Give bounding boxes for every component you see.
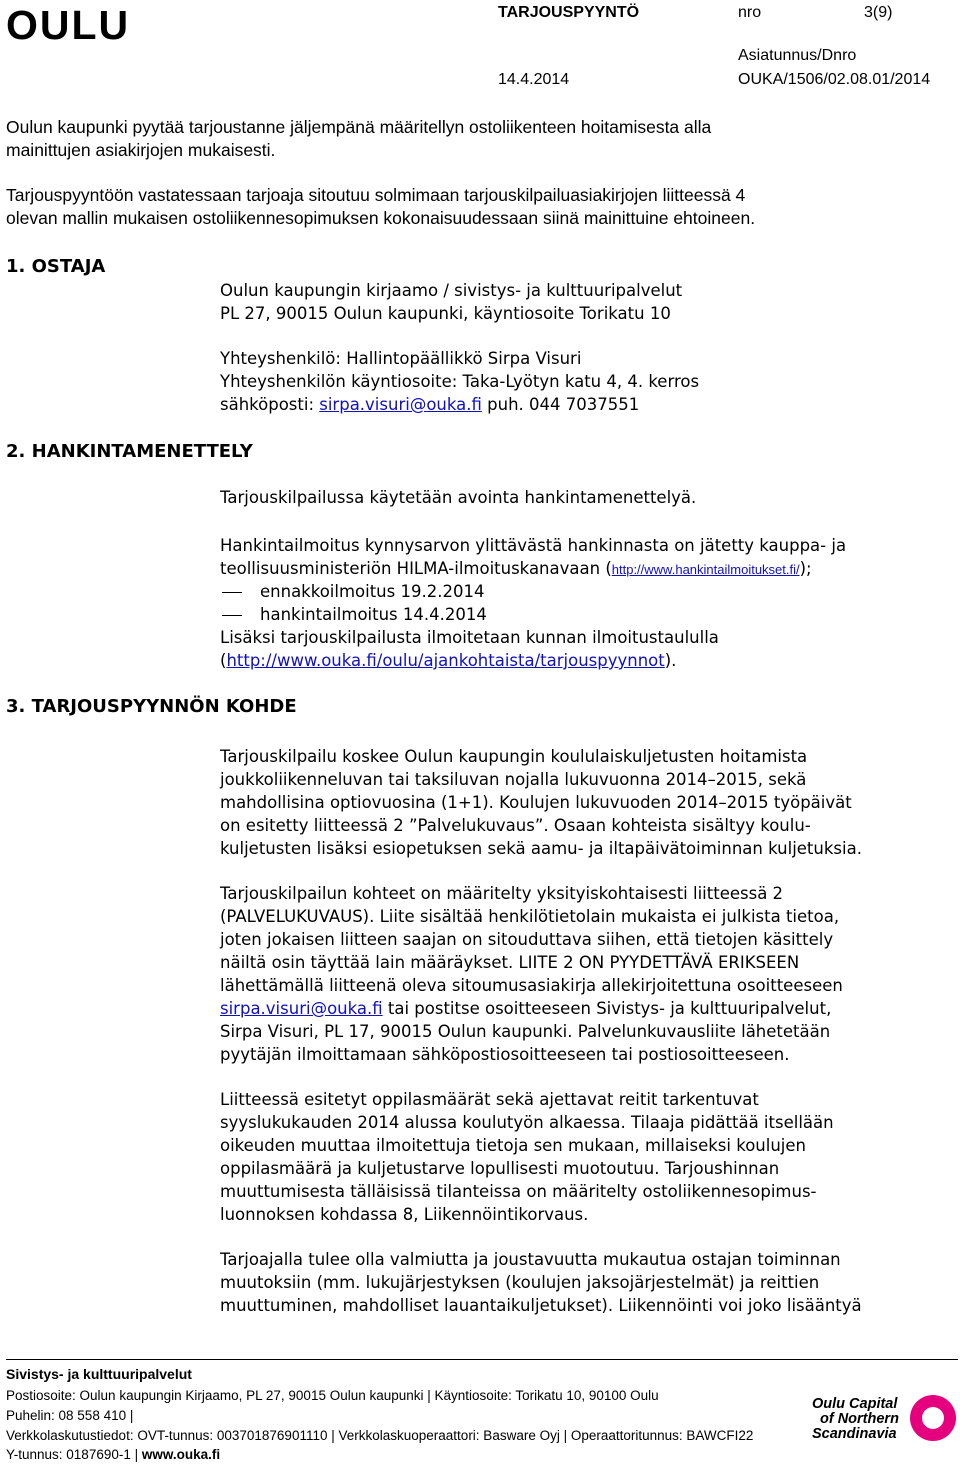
s3-p1-line: joukkoliikenneluvan tai taksiluvan nojalla lukuvuonna 2014–2015, sekä <box>220 770 807 789</box>
s3-p3-line: muuttumisesta tälläisissä tilanteissa on määritelty ostoliikennesopimus- <box>220 1182 817 1201</box>
brand-line: Oulu Capital <box>812 1396 898 1412</box>
procedure-text: Tarjouskilpailussa käytetään avointa hankintamenettelyä. <box>220 488 697 507</box>
buyer-line1: Oulun kaupungin kirjaamo / sivistys- ja kulttuuripalvelut <box>220 281 683 300</box>
notice-board-link-line <box>220 650 676 673</box>
notice-line2-end: ); <box>799 559 812 578</box>
hilma-link[interactable]: http://www.hankintailmoitukset.fi/ <box>611 562 800 577</box>
intro-p1-line1: Oulun kaupunki pyytää tarjoustanne jäljempänä määritellyn ostoliikenteen hoitamisesta alla <box>6 117 712 137</box>
document-date: 14.4.2014 <box>498 71 570 88</box>
document-type: TARJOUSPYYNTÖ <box>498 4 640 21</box>
s3-p3-line: oikeuden muuttaa ilmoitettuja tietoja sen mukaan, millaiseksi koulujen <box>220 1136 806 1155</box>
footer-divider <box>6 1359 958 1360</box>
s3-p2-line: (PALVELUKUVAUS). Liite sisältää henkilötietolain mukaista ei julkista tietoa, <box>220 907 840 926</box>
brand-orb-icon <box>910 1395 956 1441</box>
email-label: sähköposti: <box>220 395 320 414</box>
footer-unit: Sivistys- ja kulttuuripalvelut <box>6 1366 192 1382</box>
s3-p2-line: lähettämällä liitteenä oleva sitoumusasiakirja allekirjoitettuna osoitteeseen <box>220 976 843 995</box>
section-1-heading: 1. OSTAJA <box>6 256 106 277</box>
s3-p2-line: Tarjouskilpailun kohteet on määritelty yksityiskohtaisesti liitteessä 2 <box>220 884 784 903</box>
bullet-text: ennakkoilmoitus 19.2.2014 <box>260 582 485 601</box>
s3-p1-line: mahdollisina optiovuosina (1+1). Koulujen lukuvuoden 2014–2015 työpäivät <box>220 793 852 812</box>
contact-person: Yhteyshenkilö: Hallintopäällikkö Sirpa Visuri <box>220 349 582 368</box>
oulu-capital-brand <box>812 1397 899 1442</box>
nro-label: nro <box>738 4 762 21</box>
notice-line2-text: teollisuusministeriön HILMA-ilmoituskanavaan ( <box>220 559 612 578</box>
brand-line: of Northern <box>820 1411 899 1427</box>
footer-phone: Puhelin: 08 558 410 | <box>6 1408 134 1423</box>
s3-p3-line: Liitteessä esitetyt oppilasmäärät sekä ajettavat reitit tarkentuvat <box>220 1090 759 1109</box>
s3-p3-line: oppilasmäärä ja kuljetustarve lopullisesti muotoutuu. Tarjoushinnan <box>220 1159 780 1178</box>
footer-billing: Verkkolaskutustiedot: OVT-tunnus: 003701876901110 | Verkkolaskuoperaattori: Basware Oyj | Operaattoritunnus: BAWCFI22 <box>6 1428 754 1443</box>
s3-p4-line: muutoksiin (mm. lukujärjestyksen (koulujen jaksojärjestelmät) ja reittien <box>220 1273 820 1292</box>
oulu-logo: OULU <box>6 2 131 48</box>
brand-line: Scandinavia <box>812 1426 897 1442</box>
bullet-text: hankintailmoitus 14.4.2014 <box>260 605 487 624</box>
bullet-item <box>220 604 487 627</box>
s3-p2-line: Sirpa Visuri, PL 17, 90015 Oulun kaupunki. Palvelunkuvausliite lähetetään <box>220 1022 831 1041</box>
footer-web-link[interactable]: www.ouka.fi <box>141 1447 221 1462</box>
s3-p2-address-text: tai postitse osoitteeseen Sivistys- ja kulttuuripalvelut, <box>382 999 832 1018</box>
buyer-line2: PL 27, 90015 Oulun kaupunki, käyntiosoite Torikatu 10 <box>220 304 671 323</box>
dash-icon <box>222 592 242 593</box>
bullet-item <box>220 581 484 604</box>
phone: puh. 044 7037551 <box>481 395 640 414</box>
dash-icon <box>222 615 242 616</box>
contact-email-line <box>220 394 639 417</box>
s3-p4-line: Tarjoajalla tulee olla valmiutta ja joustavuutta mukautua ostajan toiminnan <box>220 1250 841 1269</box>
s3-p2-email-line <box>220 998 831 1021</box>
page-number: 3(9) <box>864 4 893 21</box>
s3-p3-line: luonnoksen kohdassa 8, Liikennöintikorvaus. <box>220 1205 589 1224</box>
email-link[interactable]: sirpa.visuri@ouka.fi <box>319 395 482 414</box>
intro-p1-line2: mainittujen asiakirjojen mukaisesti. <box>6 140 276 160</box>
intro-p2-line1: Tarjouspyyntöön vastatessaan tarjoaja sitoutuu solmimaan tarjouskilpailuasiakirjojen liitteessä 4 <box>6 185 746 205</box>
footer-address: Postiosoite: Oulun kaupungin Kirjaamo, PL 27, 90015 Oulun kaupunki | Käyntiosoite: Torikatu 10, 90100 Oulu <box>6 1388 659 1403</box>
ref-label: Asiatunnus/Dnro <box>738 47 857 64</box>
paren-open: ( <box>220 651 227 670</box>
s3-p2-line: näiltä osin täyttää lain määräykset. LIITE 2 ON PYYDETTÄVÄ ERIKSEEN <box>220 953 800 972</box>
s3-p1-line: on esitetty liitteessä 2 ”Palvelukuvaus”. Osaan kohteista sisältyy koulu- <box>220 816 811 835</box>
notice-line1: Hankintailmoitus kynnysarvon ylittävästä hankinnasta on jätetty kauppa- ja <box>220 536 847 555</box>
s3-p1-line: Tarjouskilpailu koskee Oulun kaupungin koululaiskuljetusten hoitamista <box>220 747 808 766</box>
email-link[interactable]: sirpa.visuri@ouka.fi <box>220 999 383 1018</box>
section-2-heading: 2. HANKINTAMENETTELY <box>6 441 253 462</box>
notice-board-line: Lisäksi tarjouskilpailusta ilmoitetaan kunnan ilmoitustaululla <box>220 628 719 647</box>
s3-p3-line: syyslukukauden 2014 alussa koulutyön alkaessa. Tilaaja pidättää itsellään <box>220 1113 834 1132</box>
s3-p1-line: kuljetusten lisäksi esiopetuksen sekä aamu- ja iltapäivätoiminnan kuljetuksia. <box>220 839 862 858</box>
s3-p2-line: joten jokaisen liitteen saajan on sitouduttava siihen, että tietojen käsittely <box>220 930 834 949</box>
section-3-heading: 3. TARJOUSPYYNNÖN KOHDE <box>6 696 297 717</box>
s3-p4-line: muuttuminen, mahdolliset lauantaikuljetukset). Liikennöinti voi joko lisääntyä <box>220 1296 862 1315</box>
contact-address: Yhteyshenkilön käyntiosoite: Taka-Lyötyn katu 4, 4. kerros <box>220 372 700 391</box>
paren-close: ). <box>664 651 677 670</box>
intro-p2-line2: olevan mallin mukaisen ostoliikennesopimuksen kokonaisuudessaan siinä mainittuine ehtoineen. <box>6 208 756 228</box>
ouka-tarjouspyynnot-link[interactable]: http://www.ouka.fi/oulu/ajankohtaista/tarjouspyynnot <box>226 651 665 670</box>
notice-line2 <box>220 558 812 582</box>
footer-ytunnus: Y-tunnus: 0187690-1 | <box>6 1447 142 1462</box>
footer-ytunnus-line <box>6 1447 220 1462</box>
document-ref: OUKA/1506/02.08.01/2014 <box>738 71 931 88</box>
s3-p2-line: pyytäjän ilmoittamaan sähköpostiosoitteeseen tai postiosoitteeseen. <box>220 1045 790 1064</box>
